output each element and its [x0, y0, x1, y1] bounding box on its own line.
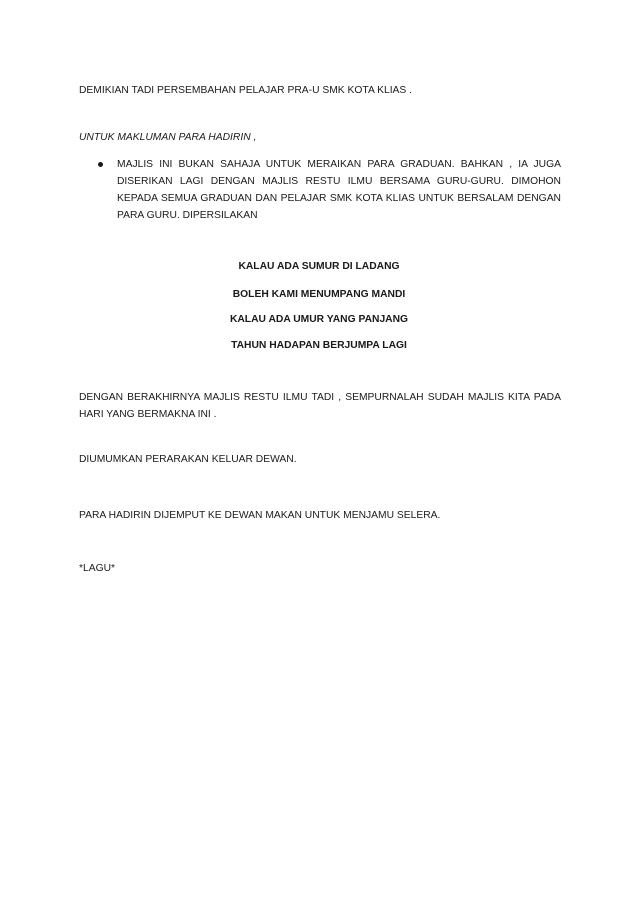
paragraph-song: *LAGU* [79, 563, 116, 574]
paragraph-closing: DENGAN BERAKHIRNYA MAJLIS RESTU ILMU TADI , SEMPURNALAH SUDAH MAJLIS KITA PADA HARI YANG BERMAKNA INI . [79, 392, 561, 420]
pantun-line-2: BOLEH KAMI MENUMPANG MANDI [232, 289, 406, 300]
paragraph-dinner: PARA HADIRIN DIJEMPUT KE DEWAN MAKAN UNTUK MENJAMU SELERA. [79, 510, 441, 521]
pantun-line-4: TAHUN HADAPAN BERJUMPA LAGI [231, 340, 407, 351]
paragraph-procession: DIUMUMKAN PERARAKAN KELUAR DEWAN. [79, 454, 297, 465]
bullet-icon [98, 162, 103, 167]
paragraph-intro: DEMIKIAN TADI PERSEMBAHAN PELAJAR PRA-U SMK KOTA KLIAS . [79, 85, 413, 96]
bullet-item-text: MAJLIS INI BUKAN SAHAJA UNTUK MERAIKAN PARA GRADUAN. BAHKAN , IA JUGA DISERIKAN LAGI DENGAN MAJLIS RESTU ILMU BERSAMA GURU-GURU. DIMOHON KEPADA SEMUA GRADUAN DAN PELAJAR SMK KOTA KLIAS UNTUK BERSALAM DENGAN PARA GURU. DIPERSILAKAN [117, 159, 561, 221]
pantun-line-3: KALAU ADA UMUR YANG PANJANG [229, 314, 409, 325]
pantun-line-1: KALAU ADA SUMUR DI LADANG [238, 261, 400, 272]
paragraph-notice-heading: UNTUK MAKLUMAN PARA HADIRIN , [79, 132, 257, 143]
